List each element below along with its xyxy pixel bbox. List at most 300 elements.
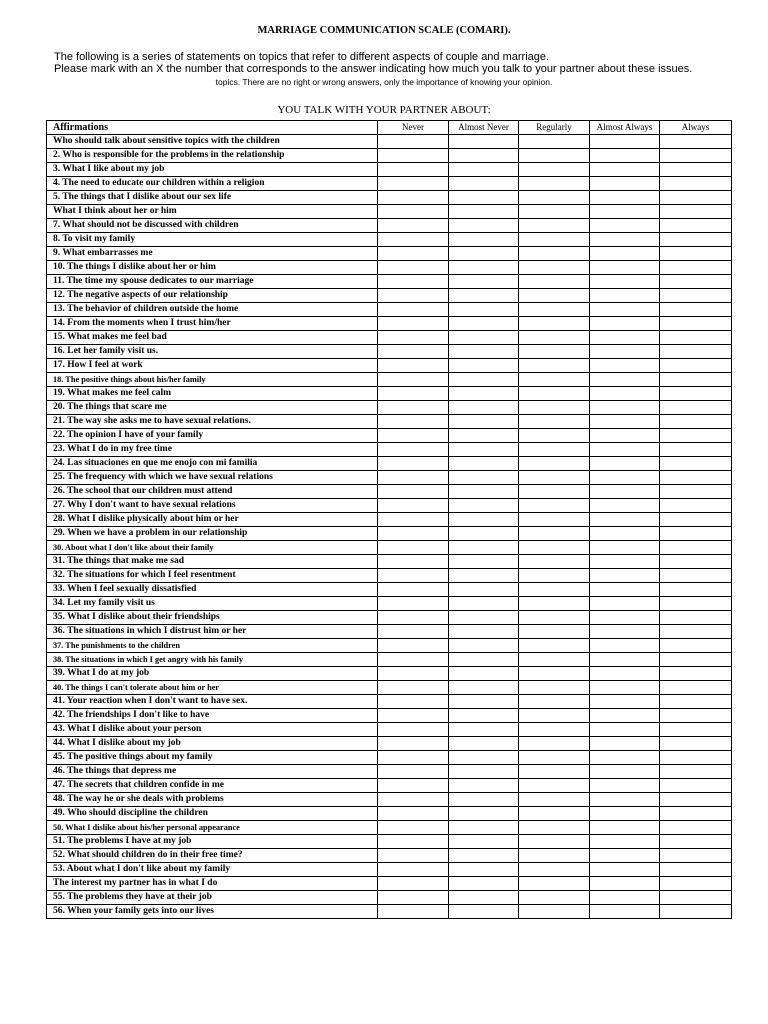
answer-cell-never[interactable] (378, 807, 449, 821)
answer-cell-regularly[interactable] (519, 177, 590, 191)
answer-cell-always[interactable] (660, 863, 732, 877)
answer-cell-almost-always[interactable] (590, 821, 660, 835)
answer-cell-never[interactable] (378, 751, 449, 765)
answer-cell-always[interactable] (660, 541, 732, 555)
answer-cell-always[interactable] (660, 611, 732, 625)
answer-cell-almost-always[interactable] (590, 163, 660, 177)
answer-cell-never[interactable] (378, 779, 449, 793)
answer-cell-almost-always[interactable] (590, 611, 660, 625)
answer-cell-almost-never[interactable] (449, 429, 519, 443)
answer-cell-almost-always[interactable] (590, 387, 660, 401)
answer-cell-always[interactable] (660, 667, 732, 681)
answer-cell-regularly[interactable] (519, 877, 590, 891)
answer-cell-regularly[interactable] (519, 513, 590, 527)
answer-cell-almost-never[interactable] (449, 149, 519, 163)
answer-cell-almost-never[interactable] (449, 345, 519, 359)
answer-cell-always[interactable] (660, 625, 732, 639)
answer-cell-almost-always[interactable] (590, 359, 660, 373)
answer-cell-always[interactable] (660, 751, 732, 765)
answer-cell-always[interactable] (660, 905, 732, 919)
answer-cell-always[interactable] (660, 807, 732, 821)
answer-cell-always[interactable] (660, 653, 732, 667)
answer-cell-almost-always[interactable] (590, 443, 660, 457)
answer-cell-almost-never[interactable] (449, 135, 519, 149)
answer-cell-regularly[interactable] (519, 345, 590, 359)
answer-cell-regularly[interactable] (519, 849, 590, 863)
answer-cell-almost-never[interactable] (449, 737, 519, 751)
answer-cell-always[interactable] (660, 779, 732, 793)
answer-cell-always[interactable] (660, 891, 732, 905)
answer-cell-almost-never[interactable] (449, 513, 519, 527)
answer-cell-regularly[interactable] (519, 569, 590, 583)
answer-cell-always[interactable] (660, 709, 732, 723)
answer-cell-regularly[interactable] (519, 303, 590, 317)
answer-cell-regularly[interactable] (519, 387, 590, 401)
answer-cell-almost-always[interactable] (590, 317, 660, 331)
answer-cell-never[interactable] (378, 149, 449, 163)
answer-cell-always[interactable] (660, 499, 732, 513)
answer-cell-almost-never[interactable] (449, 583, 519, 597)
answer-cell-always[interactable] (660, 247, 732, 261)
answer-cell-never[interactable] (378, 135, 449, 149)
answer-cell-never[interactable] (378, 639, 449, 653)
answer-cell-almost-always[interactable] (590, 233, 660, 247)
answer-cell-always[interactable] (660, 723, 732, 737)
answer-cell-regularly[interactable] (519, 429, 590, 443)
answer-cell-always[interactable] (660, 345, 732, 359)
answer-cell-regularly[interactable] (519, 485, 590, 499)
answer-cell-always[interactable] (660, 513, 732, 527)
answer-cell-almost-never[interactable] (449, 667, 519, 681)
answer-cell-almost-always[interactable] (590, 835, 660, 849)
answer-cell-never[interactable] (378, 877, 449, 891)
answer-cell-never[interactable] (378, 793, 449, 807)
statement-text: 22. The opinion I have of your family (47, 429, 378, 443)
answer-cell-almost-never[interactable] (449, 765, 519, 779)
answer-cell-never[interactable] (378, 415, 449, 429)
answer-cell-almost-always[interactable] (590, 373, 660, 387)
statement-text: 13. The behavior of children outside the home (47, 303, 378, 317)
answer-cell-almost-always[interactable] (590, 541, 660, 555)
answer-cell-almost-never[interactable] (449, 625, 519, 639)
answer-cell-always[interactable] (660, 205, 732, 219)
answer-cell-almost-always[interactable] (590, 275, 660, 289)
statement-text: 42. The friendships I don't like to have (47, 709, 378, 723)
answer-cell-almost-never[interactable] (449, 541, 519, 555)
answer-cell-almost-never[interactable] (449, 835, 519, 849)
answer-cell-almost-never[interactable] (449, 723, 519, 737)
answer-cell-never[interactable] (378, 219, 449, 233)
answer-cell-regularly[interactable] (519, 681, 590, 695)
answer-cell-almost-never[interactable] (449, 247, 519, 261)
answer-cell-never[interactable] (378, 555, 449, 569)
answer-cell-almost-never[interactable] (449, 877, 519, 891)
answer-cell-almost-always[interactable] (590, 695, 660, 709)
answer-cell-almost-always[interactable] (590, 191, 660, 205)
answer-cell-regularly[interactable] (519, 191, 590, 205)
answer-cell-regularly[interactable] (519, 401, 590, 415)
answer-cell-almost-always[interactable] (590, 877, 660, 891)
answer-cell-never[interactable] (378, 583, 449, 597)
table-row (47, 317, 732, 331)
answer-cell-always[interactable] (660, 373, 732, 387)
answer-cell-regularly[interactable] (519, 541, 590, 555)
answer-cell-regularly[interactable] (519, 219, 590, 233)
answer-cell-almost-always[interactable] (590, 793, 660, 807)
answer-cell-almost-never[interactable] (449, 387, 519, 401)
answer-cell-regularly[interactable] (519, 905, 590, 919)
header-always: Always (660, 121, 732, 135)
answer-cell-regularly[interactable] (519, 373, 590, 387)
table-body (47, 135, 732, 919)
answer-cell-almost-always[interactable] (590, 667, 660, 681)
answer-cell-almost-always[interactable] (590, 751, 660, 765)
answer-cell-never[interactable] (378, 443, 449, 457)
answer-cell-regularly[interactable] (519, 233, 590, 247)
answer-cell-always[interactable] (660, 177, 732, 191)
answer-cell-almost-always[interactable] (590, 261, 660, 275)
answer-cell-regularly[interactable] (519, 625, 590, 639)
answer-cell-almost-never[interactable] (449, 779, 519, 793)
answer-cell-almost-always[interactable] (590, 429, 660, 443)
answer-cell-never[interactable] (378, 905, 449, 919)
answer-cell-always[interactable] (660, 191, 732, 205)
answer-cell-never[interactable] (378, 667, 449, 681)
answer-cell-almost-never[interactable] (449, 261, 519, 275)
table-row (47, 541, 732, 555)
answer-cell-almost-always[interactable] (590, 219, 660, 233)
header-almost-never: Almost Never (449, 121, 519, 135)
answer-cell-always[interactable] (660, 387, 732, 401)
answer-cell-never[interactable] (378, 331, 449, 345)
answer-cell-regularly[interactable] (519, 359, 590, 373)
answer-cell-almost-never[interactable] (449, 289, 519, 303)
answer-cell-never[interactable] (378, 821, 449, 835)
answer-cell-always[interactable] (660, 877, 732, 891)
answer-cell-regularly[interactable] (519, 135, 590, 149)
answer-cell-regularly[interactable] (519, 289, 590, 303)
answer-cell-never[interactable] (378, 891, 449, 905)
answer-cell-almost-always[interactable] (590, 457, 660, 471)
answer-cell-regularly[interactable] (519, 695, 590, 709)
table-row (47, 625, 732, 639)
answer-cell-never[interactable] (378, 541, 449, 555)
answer-cell-almost-always[interactable] (590, 681, 660, 695)
answer-cell-almost-always[interactable] (590, 415, 660, 429)
answer-cell-almost-always[interactable] (590, 177, 660, 191)
answer-cell-almost-never[interactable] (449, 891, 519, 905)
answer-cell-always[interactable] (660, 821, 732, 835)
answer-cell-almost-always[interactable] (590, 709, 660, 723)
answer-cell-regularly[interactable] (519, 779, 590, 793)
answer-cell-almost-never[interactable] (449, 191, 519, 205)
answer-cell-almost-never[interactable] (449, 555, 519, 569)
answer-cell-almost-always[interactable] (590, 499, 660, 513)
answer-cell-almost-never[interactable] (449, 751, 519, 765)
answer-cell-almost-never[interactable] (449, 303, 519, 317)
statement-text: 31. The things that make me sad (47, 555, 378, 569)
answer-cell-regularly[interactable] (519, 317, 590, 331)
answer-cell-always[interactable] (660, 597, 732, 611)
answer-cell-almost-always[interactable] (590, 905, 660, 919)
answer-cell-always[interactable] (660, 737, 732, 751)
answer-cell-regularly[interactable] (519, 653, 590, 667)
answer-cell-almost-always[interactable] (590, 401, 660, 415)
answer-cell-almost-never[interactable] (449, 163, 519, 177)
answer-cell-almost-always[interactable] (590, 205, 660, 219)
answer-cell-never[interactable] (378, 653, 449, 667)
answer-cell-regularly[interactable] (519, 751, 590, 765)
answer-cell-never[interactable] (378, 387, 449, 401)
answer-cell-always[interactable] (660, 569, 732, 583)
answer-cell-almost-never[interactable] (449, 415, 519, 429)
answer-cell-always[interactable] (660, 639, 732, 653)
table-row (47, 471, 732, 485)
answer-cell-never[interactable] (378, 163, 449, 177)
table-subtitle: YOU TALK WITH YOUR PARTNER ABOUT: (277, 104, 491, 116)
answer-cell-almost-never[interactable] (449, 443, 519, 457)
answer-cell-regularly[interactable] (519, 443, 590, 457)
answer-cell-never[interactable] (378, 499, 449, 513)
answer-cell-never[interactable] (378, 471, 449, 485)
answer-cell-always[interactable] (660, 681, 732, 695)
answer-cell-almost-always[interactable] (590, 653, 660, 667)
answer-cell-never[interactable] (378, 723, 449, 737)
answer-cell-almost-never[interactable] (449, 821, 519, 835)
answer-cell-almost-always[interactable] (590, 247, 660, 261)
answer-cell-regularly[interactable] (519, 499, 590, 513)
answer-cell-almost-never[interactable] (449, 401, 519, 415)
answer-cell-almost-never[interactable] (449, 849, 519, 863)
answer-cell-almost-always[interactable] (590, 625, 660, 639)
answer-cell-never[interactable] (378, 303, 449, 317)
answer-cell-never[interactable] (378, 205, 449, 219)
answer-cell-almost-never[interactable] (449, 317, 519, 331)
answer-cell-always[interactable] (660, 527, 732, 541)
answer-cell-almost-always[interactable] (590, 555, 660, 569)
answer-cell-always[interactable] (660, 555, 732, 569)
answer-cell-regularly[interactable] (519, 667, 590, 681)
answer-cell-regularly[interactable] (519, 723, 590, 737)
answer-cell-regularly[interactable] (519, 583, 590, 597)
answer-cell-almost-never[interactable] (449, 569, 519, 583)
answer-cell-almost-always[interactable] (590, 149, 660, 163)
answer-cell-never[interactable] (378, 429, 449, 443)
answer-cell-regularly[interactable] (519, 821, 590, 835)
answer-cell-always[interactable] (660, 289, 732, 303)
answer-cell-almost-never[interactable] (449, 793, 519, 807)
answer-cell-regularly[interactable] (519, 793, 590, 807)
answer-cell-almost-never[interactable] (449, 709, 519, 723)
answer-cell-always[interactable] (660, 583, 732, 597)
answer-cell-almost-always[interactable] (590, 289, 660, 303)
answer-cell-regularly[interactable] (519, 611, 590, 625)
answer-cell-almost-always[interactable] (590, 485, 660, 499)
answer-cell-almost-always[interactable] (590, 723, 660, 737)
answer-cell-almost-always[interactable] (590, 779, 660, 793)
answer-cell-almost-always[interactable] (590, 331, 660, 345)
answer-cell-always[interactable] (660, 401, 732, 415)
answer-cell-always[interactable] (660, 359, 732, 373)
answer-cell-never[interactable] (378, 247, 449, 261)
answer-cell-almost-always[interactable] (590, 471, 660, 485)
answer-cell-never[interactable] (378, 457, 449, 471)
answer-cell-never[interactable] (378, 485, 449, 499)
answer-cell-always[interactable] (660, 443, 732, 457)
answer-cell-almost-never[interactable] (449, 863, 519, 877)
answer-cell-never[interactable] (378, 317, 449, 331)
answer-cell-never[interactable] (378, 233, 449, 247)
table-row (47, 177, 732, 191)
answer-cell-regularly[interactable] (519, 807, 590, 821)
answer-cell-almost-always[interactable] (590, 807, 660, 821)
answer-cell-almost-never[interactable] (449, 275, 519, 289)
answer-cell-regularly[interactable] (519, 863, 590, 877)
answer-cell-always[interactable] (660, 303, 732, 317)
answer-cell-almost-always[interactable] (590, 597, 660, 611)
answer-cell-almost-never[interactable] (449, 373, 519, 387)
answer-cell-regularly[interactable] (519, 261, 590, 275)
answer-cell-almost-always[interactable] (590, 303, 660, 317)
answer-cell-regularly[interactable] (519, 457, 590, 471)
answer-cell-almost-never[interactable] (449, 233, 519, 247)
answer-cell-never[interactable] (378, 261, 449, 275)
answer-cell-always[interactable] (660, 233, 732, 247)
statement-text: 27. Why I don't want to have sexual relations (47, 499, 378, 513)
answer-cell-regularly[interactable] (519, 275, 590, 289)
answer-cell-never[interactable] (378, 345, 449, 359)
answer-cell-always[interactable] (660, 163, 732, 177)
answer-cell-never[interactable] (378, 289, 449, 303)
answer-cell-regularly[interactable] (519, 891, 590, 905)
answer-cell-always[interactable] (660, 331, 732, 345)
answer-cell-never[interactable] (378, 625, 449, 639)
answer-cell-never[interactable] (378, 569, 449, 583)
answer-cell-regularly[interactable] (519, 527, 590, 541)
answer-cell-regularly[interactable] (519, 149, 590, 163)
answer-cell-always[interactable] (660, 793, 732, 807)
answer-cell-almost-never[interactable] (449, 695, 519, 709)
answer-cell-never[interactable] (378, 681, 449, 695)
answer-cell-almost-always[interactable] (590, 135, 660, 149)
answer-cell-always[interactable] (660, 457, 732, 471)
answer-cell-always[interactable] (660, 149, 732, 163)
answer-cell-regularly[interactable] (519, 471, 590, 485)
answer-cell-almost-never[interactable] (449, 485, 519, 499)
answer-cell-regularly[interactable] (519, 163, 590, 177)
answer-cell-always[interactable] (660, 835, 732, 849)
answer-cell-almost-always[interactable] (590, 849, 660, 863)
answer-cell-never[interactable] (378, 191, 449, 205)
answer-cell-always[interactable] (660, 317, 732, 331)
answer-cell-never[interactable] (378, 863, 449, 877)
table-row (47, 401, 732, 415)
answer-cell-always[interactable] (660, 275, 732, 289)
answer-cell-regularly[interactable] (519, 639, 590, 653)
answer-cell-almost-never[interactable] (449, 681, 519, 695)
answer-cell-almost-always[interactable] (590, 513, 660, 527)
answer-cell-never[interactable] (378, 695, 449, 709)
answer-cell-almost-never[interactable] (449, 639, 519, 653)
answer-cell-almost-always[interactable] (590, 527, 660, 541)
answer-cell-regularly[interactable] (519, 247, 590, 261)
answer-cell-almost-never[interactable] (449, 611, 519, 625)
answer-cell-almost-never[interactable] (449, 527, 519, 541)
answer-cell-never[interactable] (378, 849, 449, 863)
answer-cell-almost-never[interactable] (449, 807, 519, 821)
answer-cell-never[interactable] (378, 275, 449, 289)
answer-cell-never[interactable] (378, 359, 449, 373)
statement-text: 47. The secrets that children confide in me (47, 779, 378, 793)
answer-cell-never[interactable] (378, 709, 449, 723)
answer-cell-almost-never[interactable] (449, 331, 519, 345)
answer-cell-almost-always[interactable] (590, 345, 660, 359)
answer-cell-regularly[interactable] (519, 709, 590, 723)
answer-cell-almost-always[interactable] (590, 891, 660, 905)
answer-cell-almost-always[interactable] (590, 583, 660, 597)
answer-cell-always[interactable] (660, 695, 732, 709)
answer-cell-almost-always[interactable] (590, 639, 660, 653)
answer-cell-regularly[interactable] (519, 331, 590, 345)
answer-cell-never[interactable] (378, 373, 449, 387)
answer-cell-never[interactable] (378, 835, 449, 849)
answer-cell-almost-always[interactable] (590, 569, 660, 583)
answer-cell-almost-never[interactable] (449, 359, 519, 373)
answer-cell-always[interactable] (660, 429, 732, 443)
answer-cell-regularly[interactable] (519, 597, 590, 611)
answer-cell-always[interactable] (660, 219, 732, 233)
answer-cell-always[interactable] (660, 415, 732, 429)
answer-cell-regularly[interactable] (519, 737, 590, 751)
answer-cell-always[interactable] (660, 135, 732, 149)
table-row (47, 667, 732, 681)
answer-cell-always[interactable] (660, 471, 732, 485)
answer-cell-always[interactable] (660, 849, 732, 863)
answer-cell-almost-never[interactable] (449, 219, 519, 233)
answer-cell-almost-never[interactable] (449, 471, 519, 485)
answer-cell-never[interactable] (378, 611, 449, 625)
answer-cell-almost-never[interactable] (449, 597, 519, 611)
answer-cell-almost-always[interactable] (590, 765, 660, 779)
answer-cell-almost-always[interactable] (590, 863, 660, 877)
statement-text: 9. What embarrasses me (47, 247, 378, 261)
answer-cell-never[interactable] (378, 177, 449, 191)
answer-cell-never[interactable] (378, 401, 449, 415)
answer-cell-never[interactable] (378, 597, 449, 611)
answer-cell-regularly[interactable] (519, 765, 590, 779)
answer-cell-almost-never[interactable] (449, 177, 519, 191)
answer-cell-always[interactable] (660, 261, 732, 275)
answer-cell-always[interactable] (660, 765, 732, 779)
answer-cell-never[interactable] (378, 737, 449, 751)
answer-cell-never[interactable] (378, 513, 449, 527)
answer-cell-almost-never[interactable] (449, 653, 519, 667)
answer-cell-regularly[interactable] (519, 205, 590, 219)
table-row (47, 247, 732, 261)
answer-cell-almost-never[interactable] (449, 457, 519, 471)
answer-cell-regularly[interactable] (519, 835, 590, 849)
answer-cell-regularly[interactable] (519, 555, 590, 569)
table-row (47, 345, 732, 359)
answer-cell-regularly[interactable] (519, 415, 590, 429)
answer-cell-almost-never[interactable] (449, 205, 519, 219)
answer-cell-always[interactable] (660, 485, 732, 499)
answer-cell-almost-never[interactable] (449, 905, 519, 919)
answer-cell-never[interactable] (378, 527, 449, 541)
answer-cell-almost-never[interactable] (449, 499, 519, 513)
answer-cell-never[interactable] (378, 765, 449, 779)
answer-cell-almost-always[interactable] (590, 737, 660, 751)
